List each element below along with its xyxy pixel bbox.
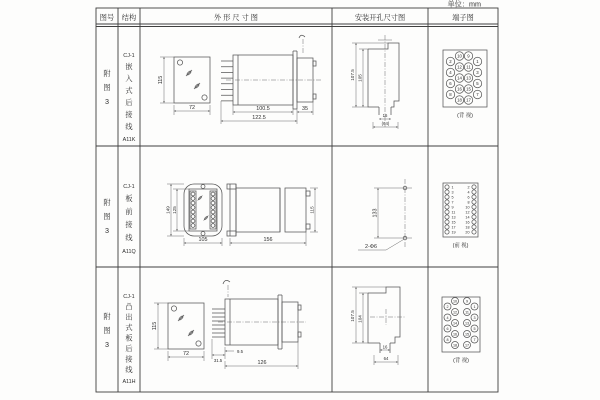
- terminal-number: 14: [452, 321, 458, 326]
- terminal-number: 2: [449, 59, 452, 65]
- terminal-number: 3: [476, 70, 479, 76]
- terminal-number: 11: [466, 64, 471, 70]
- row-3-front-view: [152, 303, 204, 361]
- dim-front-width: 72: [189, 105, 195, 111]
- row-3-side-view: [212, 280, 306, 369]
- terminal-number: 18: [465, 225, 470, 230]
- row-1-outline-drawing: [158, 35, 322, 124]
- svg-text:板: 板: [125, 194, 133, 203]
- row-2-side-view: [227, 184, 318, 246]
- terminal-number: 3: [451, 190, 454, 195]
- terminal-number: 2: [446, 304, 449, 309]
- dim-outer-height: 149: [165, 206, 171, 214]
- header-outline: 外 形 尺 寸 图: [214, 13, 258, 22]
- fig-char: 3: [105, 226, 109, 235]
- svg-text:接: 接: [125, 220, 133, 229]
- row-1-fig: [103, 69, 111, 106]
- terminal-number: 6: [449, 81, 452, 87]
- terminal-number: 7: [473, 337, 476, 342]
- terminal-view-label: (背 视): [453, 358, 469, 364]
- dim-outer-height: 107.5: [350, 69, 355, 81]
- svg-text:嵌: 嵌: [125, 62, 133, 71]
- terminal-number: 9: [465, 299, 469, 304]
- terminal-number: 17: [464, 343, 470, 348]
- terminal-number: 7: [451, 200, 454, 205]
- terminal-number: 20: [465, 230, 470, 235]
- terminal-number: 14: [457, 75, 462, 81]
- row-3-fig: [103, 312, 111, 349]
- svg-text:式: 式: [125, 323, 133, 332]
- terminal-pins: [446, 52, 481, 104]
- model-prefix: CJ-1: [123, 184, 135, 190]
- row-1-structure: [123, 53, 136, 143]
- dim-width: 105: [198, 237, 208, 243]
- terminal-number: 16: [452, 332, 458, 337]
- fig-char: 附: [103, 198, 111, 207]
- terminal-number: 11: [465, 310, 469, 315]
- row-2-front-view: [166, 184, 223, 246]
- terminal-number: 9: [467, 53, 470, 59]
- terminal-number: 10: [465, 205, 470, 210]
- hole-spec-label: 2-Φ6: [364, 244, 378, 250]
- header-install: 安装开孔尺寸图: [354, 13, 406, 22]
- terminal-number: 14: [465, 215, 470, 220]
- terminal-number: 3: [473, 315, 476, 320]
- terminal-number: 12: [465, 210, 470, 215]
- terminal-number: 17: [466, 97, 471, 103]
- terminal-number: 18: [452, 343, 458, 348]
- terminal-number: 1: [473, 304, 476, 309]
- dim-outer-height: 107.5: [350, 310, 355, 322]
- terminal-view-label: (前 视): [452, 243, 469, 249]
- terminal-pins: [444, 298, 478, 349]
- row-2-fig: [103, 198, 111, 235]
- header-terminal: 端子图: [452, 13, 474, 22]
- dim-span-width: 64: [383, 356, 389, 361]
- terminal-number: 5: [476, 81, 479, 87]
- terminal-number: 13: [451, 215, 456, 220]
- terminal-number: 1: [476, 59, 479, 65]
- terminal-number: 15: [466, 86, 471, 92]
- row-3-install-drawing: [350, 287, 406, 365]
- dim-front-height: 115: [158, 75, 164, 85]
- screw-icon: [186, 70, 192, 76]
- terminal-view-label: (背 视): [457, 113, 473, 119]
- terminal-number: 4: [449, 70, 452, 76]
- terminal-number: 8: [467, 200, 470, 205]
- terminal-number: 13: [466, 75, 471, 81]
- dim-rear-depth: 35: [302, 106, 308, 112]
- dim-total-depth: 126: [257, 360, 267, 366]
- model-prefix: CJ-1: [123, 53, 135, 59]
- terminal-number: 12: [457, 64, 462, 70]
- terminal-number: 4: [446, 315, 449, 320]
- row-2-structure: [122, 184, 135, 255]
- dim-pin-depth: 31.5: [213, 358, 223, 363]
- terminal-number: 5: [473, 326, 476, 331]
- terminal-number: 5: [451, 195, 454, 200]
- terminal-number: 16: [465, 220, 470, 225]
- dim-total-depth: 122.5: [252, 115, 266, 121]
- svg-text:后: 后: [125, 344, 133, 353]
- terminal-number: 12: [452, 310, 458, 315]
- terminal-number: 8: [449, 92, 452, 98]
- unit-label: 单位：mm: [447, 0, 481, 9]
- svg-text:线: 线: [125, 365, 133, 374]
- dim-side-height: 115: [309, 206, 315, 214]
- row-1-front-view: [158, 57, 210, 115]
- terminal-number: 15: [464, 332, 470, 337]
- dim-inner-height: 104: [357, 315, 363, 323]
- header-structure: 结构: [121, 13, 137, 22]
- header-row: [100, 13, 474, 22]
- model-code: A11K: [122, 137, 136, 143]
- dim-body-depth: 100.5: [256, 106, 270, 112]
- dim-depth: 156: [263, 237, 273, 243]
- terminal-number: 18: [457, 97, 462, 103]
- model-prefix: CJ-1: [123, 294, 135, 300]
- fig-char: 3: [105, 97, 109, 106]
- row-1-install-drawing: [350, 35, 399, 129]
- terminal-number: 8: [446, 337, 449, 342]
- fig-char: 附: [103, 69, 111, 78]
- terminal-pins: [445, 185, 476, 234]
- svg-text:线: 线: [125, 122, 133, 131]
- row-3-outline-drawing: [152, 280, 306, 369]
- fig-char: 图: [103, 83, 111, 92]
- screw-icon: [178, 315, 184, 321]
- row-2-terminal-diagram: [443, 183, 478, 249]
- model-code: A11H: [122, 379, 136, 385]
- screw-icon: [194, 83, 200, 89]
- dim-inner-height: 105: [357, 74, 363, 82]
- dim-inner-height: 125: [172, 206, 177, 214]
- terminal-number: 15: [451, 220, 456, 225]
- svg-text:前: 前: [125, 207, 133, 216]
- svg-text:式: 式: [125, 86, 133, 95]
- dim-slot-width: 16: [382, 113, 388, 118]
- svg-text:接: 接: [125, 354, 133, 364]
- screw-icon: [198, 196, 203, 201]
- terminal-number: 10: [452, 299, 458, 304]
- svg-text:入: 入: [125, 74, 133, 83]
- dim-front-width: 72: [183, 351, 189, 357]
- terminal-number: 6: [467, 195, 470, 200]
- fig-char: 3: [105, 340, 109, 349]
- terminal-number: 9: [451, 205, 454, 210]
- terminal-number: 4: [467, 190, 470, 195]
- terminal-number: 6: [446, 326, 449, 331]
- fig-char: 图: [103, 212, 111, 221]
- dim-front-height: 115: [152, 321, 158, 331]
- model-code: A11Q: [122, 249, 136, 255]
- svg-text:后: 后: [125, 98, 133, 107]
- terminal-number: 16: [457, 86, 462, 92]
- screw-icon: [188, 330, 194, 336]
- row-1-terminal-diagram: [443, 50, 487, 119]
- row-2-outline-drawing: [166, 184, 319, 246]
- header-fig: 图号: [99, 13, 115, 22]
- dim-hole-spacing: 133: [372, 208, 379, 218]
- svg-text:板: 板: [125, 333, 133, 343]
- svg-text:接: 接: [125, 110, 133, 119]
- svg-text:线: 线: [125, 233, 133, 242]
- dim-offset: 9.5: [237, 349, 243, 354]
- terminal-number: 13: [464, 321, 470, 326]
- terminal-number: 10: [457, 53, 462, 59]
- terminal-number: 2: [467, 185, 470, 190]
- terminal-number: 11: [451, 210, 456, 215]
- row-1-side-view: [221, 35, 322, 124]
- dim-span-width: (64): [381, 121, 390, 126]
- row-3-structure: [122, 294, 135, 385]
- terminal-number: 19: [451, 230, 456, 235]
- svg-text:凸: 凸: [125, 302, 133, 311]
- row-3-terminal-diagram: [442, 297, 480, 364]
- fig-char: 附: [103, 312, 111, 321]
- svg-text:出: 出: [125, 312, 133, 322]
- terminal-number: 7: [476, 92, 479, 98]
- terminal-number: 17: [451, 225, 456, 230]
- row-2-install-drawing: [358, 179, 412, 250]
- screw-icon: [204, 216, 209, 221]
- fig-char: 图: [103, 326, 111, 335]
- dim-slot-width: 16: [382, 344, 388, 350]
- terminal-number: 1: [451, 185, 454, 190]
